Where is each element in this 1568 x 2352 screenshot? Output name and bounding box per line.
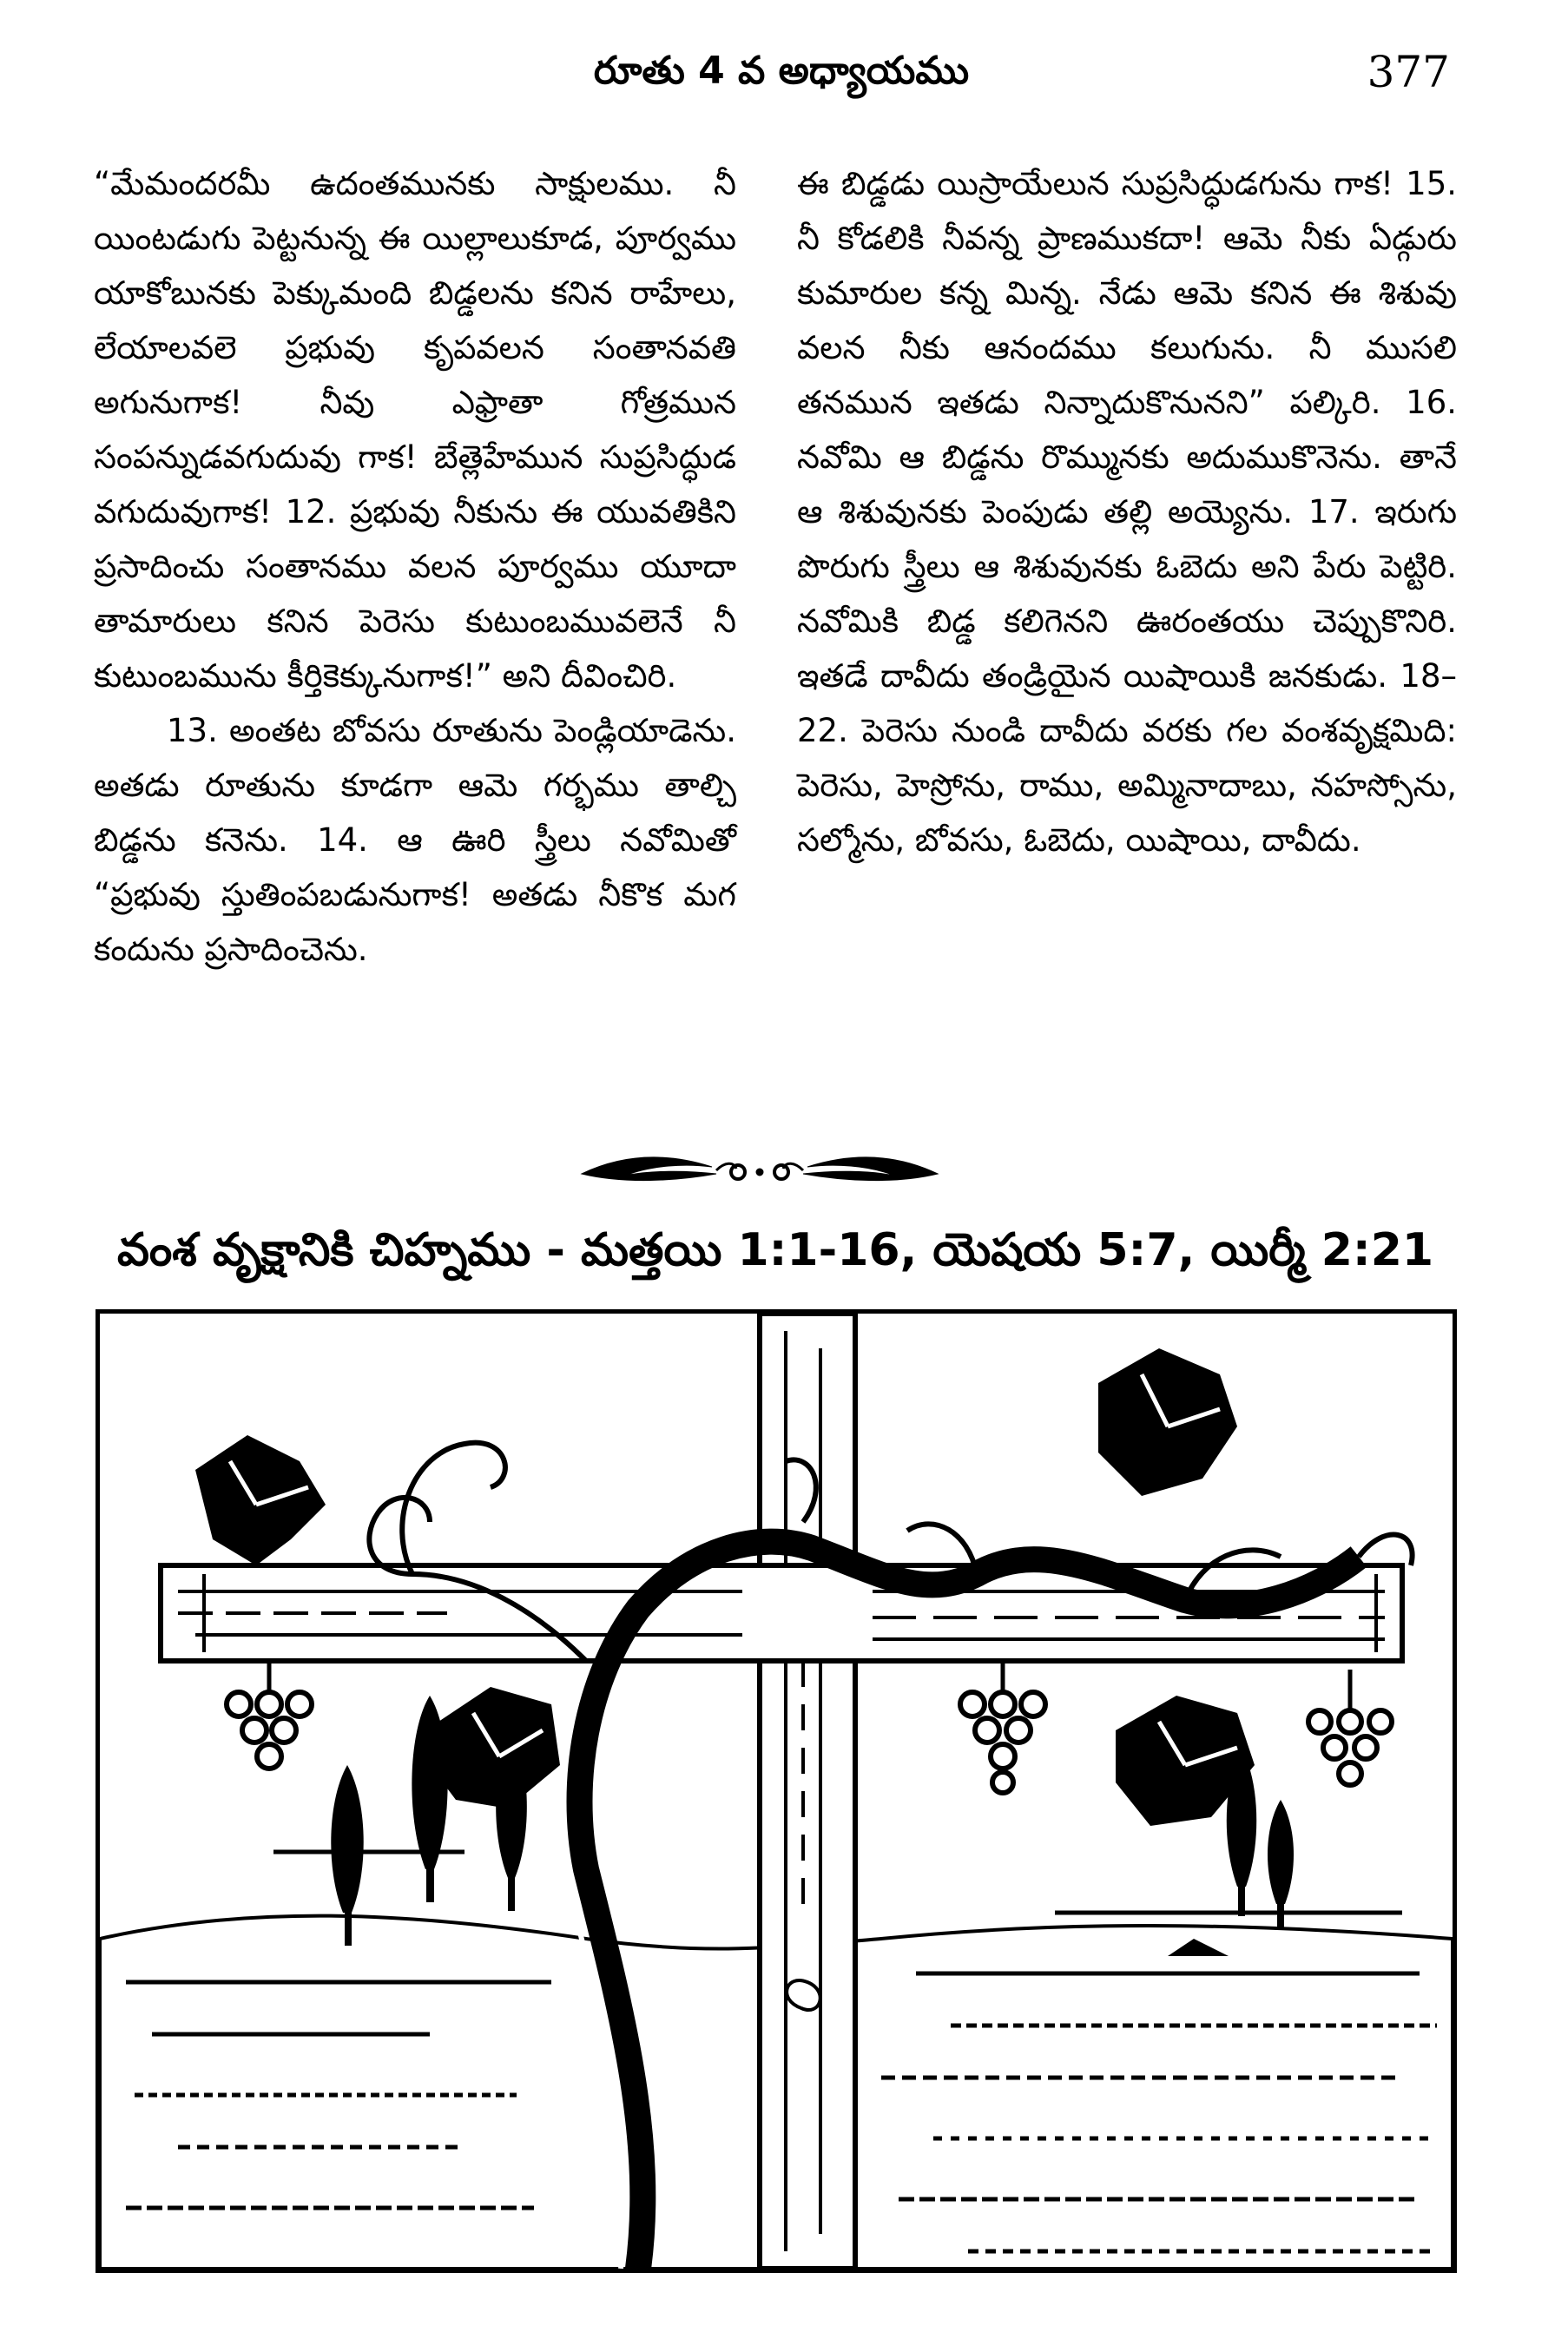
scroll-flourish-icon — [573, 1144, 946, 1196]
right-paragraph-1: ఈ బిడ్డడు యిస్రాయేలున సుప్రసిద్ధుడగును గాక! 15. నీ కోడలికి నీవన్న ప్రాణముకదా! ఆమె నీకు ఏడ్గురు కుమారుల కన్న మిన్న. నేడు ఆమె కనిన ఈ శిశువు వలన నీకు ఆనందము కలుగును. నీ ముసలి తనమున ఇతడు నిన్నాదుకొనునని” పల్కిరి. 16. నవోమి ఆ బిడ్డను రొమ్మునకు అదుముకొనెను. తానే ఆ శిశువునకు పెంపుడు తల్లి అయ్యెను. 17. ఇరుగు పొరుగు స్త్రీలు ఆ శిశువునకు ఓబెదు అని పేరు పెట్టిరి. నవోమికి బిడ్డ కలిగెనని ఊరంతయు చెప్పుకొనిరి. ఇతడే దావీదు తండ్రియైన యిషాయికి జనకుడు. 18–22. పెరెసు నుండి దావీదు వరకు గల వంశవృక్షమిది: పెరెసు, హెస్రోను, రాము, అమ్మినాదాబు, నహస్సోను, సల్మోను, బోవసు, ఓబెదు, యిషాయి, దావీదు. — [797, 165, 1457, 859]
page-number: 377 — [1367, 47, 1450, 97]
left-paragraph-2: 13. అంతట బోవసు రూతును పెండ్లియాడెను. అతడు రూతును కూడగా ఆమె గర్భము తాల్చి బిడ్డను కనెను. 14. ఆ ఊరి స్త్రీలు నవోమితో “ప్రభువు స్తుతింపబడునుగాక! అతడు నీకొక మగ కందును ప్రసాదించెను. — [94, 712, 736, 968]
left-paragraph-1: “మేమందరమీ ఉదంతమునకు సాక్షులము. నీ యింటడుగు పెట్టనున్న ఈ యిల్లాలుకూడ, పూర్వము యాకోబునకు పెక్కుమంది బిడ్డలను కనిన రాహేలు, లేయాలవలె ప్రభువు కృపవలన సంతానవతి అగునుగాక! నీవు ఎఫ్రాతా గోత్రమున సంపన్నుడవగుదువు గాక! బేత్లెహేమున సుప్రసిద్ధుడ వగుదువుగాక! 12. ప్రభువు నీకును ఈ యువతికిని ప్రసాదించు సంతానము వలన పూర్వము యూదా తామారులు కనిన పెరెసు కుటుంబమువలెనే నీ కుటుంబమును కీర్తికెక్కునుగాక!” అని దీవించిరి. — [94, 165, 736, 695]
page-header — [104, 49, 1459, 109]
left-column — [94, 156, 736, 977]
figure-caption: వంశ వృక్షానికి చిహ్నము - మత్తయి 1:1-16, యెషయ 5:7, యిర్మీ 2:21 — [116, 1224, 1434, 1276]
chapter-title: రూతు 4 వ అధ్యాయము — [593, 49, 970, 93]
right-column — [797, 156, 1457, 867]
vine-cross-illustration — [96, 1309, 1457, 2273]
